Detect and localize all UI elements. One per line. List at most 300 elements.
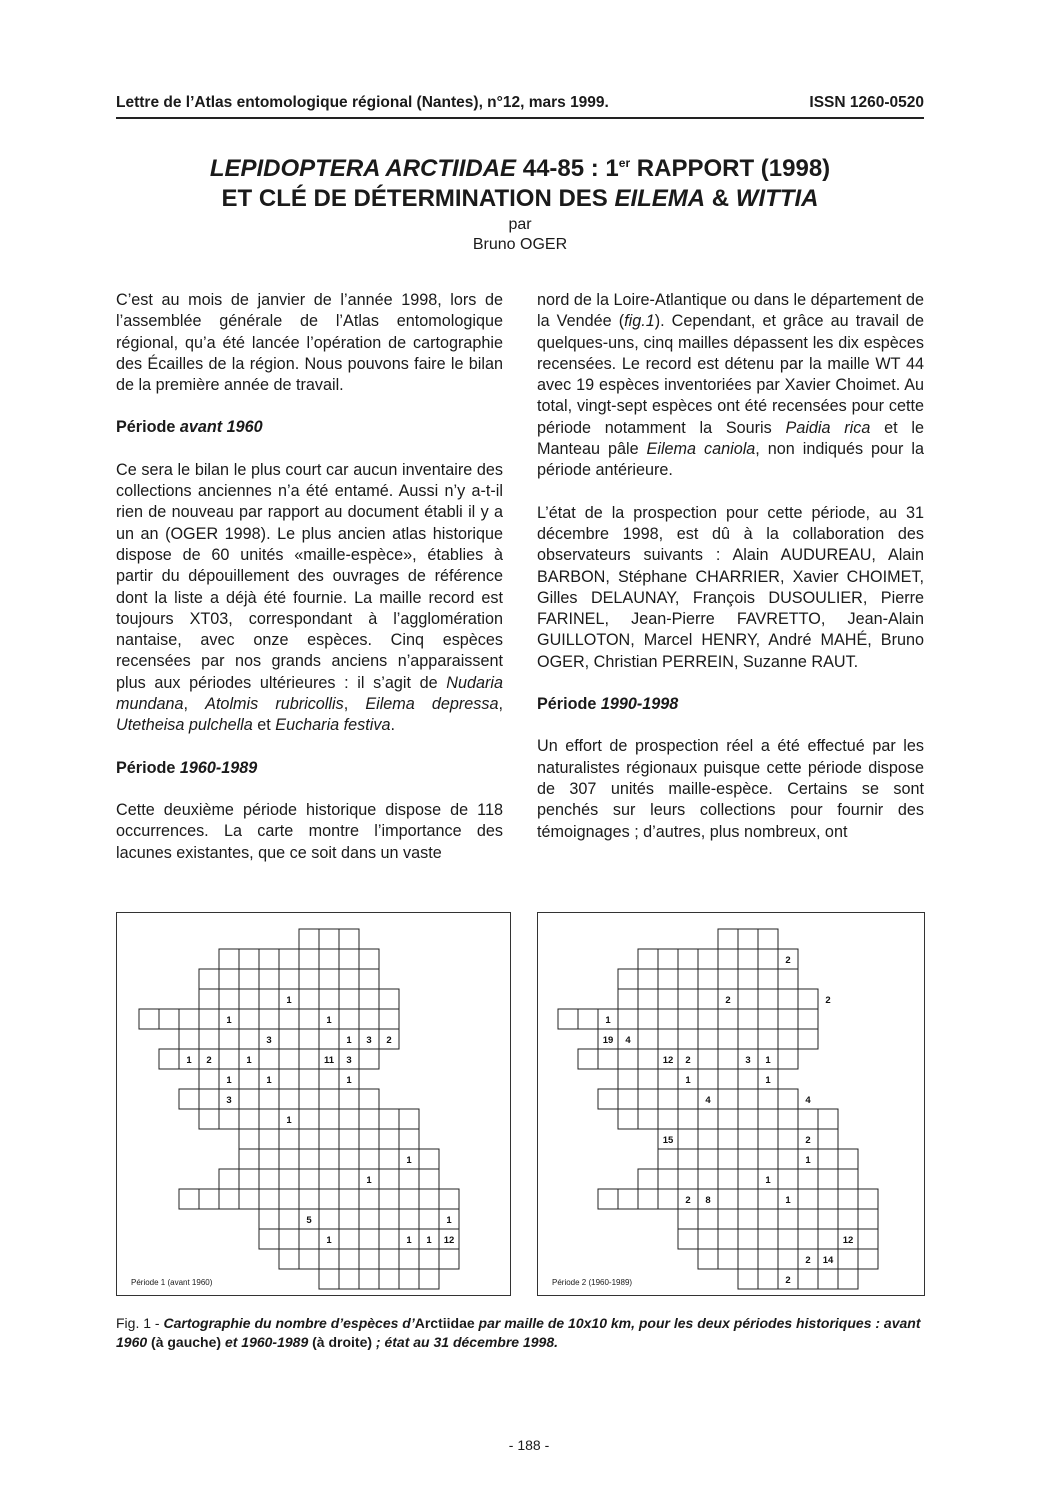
map-cell — [678, 989, 698, 1009]
map-cell — [199, 1089, 219, 1109]
map-cell — [239, 969, 259, 989]
header-rule — [116, 117, 924, 119]
map-cell — [239, 949, 259, 969]
map-cell — [678, 1129, 698, 1149]
map-cell — [319, 1089, 339, 1109]
map-cell — [758, 1229, 778, 1249]
map-cell — [299, 949, 319, 969]
heading-1990-1998 — [537, 694, 924, 715]
cell-count: 12 — [842, 1235, 854, 1246]
cell-count: 1 — [765, 1175, 771, 1186]
map-cell — [359, 1129, 379, 1149]
map-cell — [798, 1169, 818, 1189]
map-cell — [678, 949, 698, 969]
map-cell — [638, 1089, 658, 1109]
map-cell — [718, 969, 738, 989]
map-cell — [678, 1209, 698, 1229]
cell-count: 2 — [785, 1275, 791, 1286]
map-cell — [199, 1189, 219, 1209]
map-period-1 — [116, 912, 511, 1296]
map-cell — [698, 1009, 718, 1029]
author-name: Bruno OGER — [472, 236, 568, 253]
cell-count: 3 — [226, 1095, 232, 1106]
by-line: par — [508, 216, 532, 233]
map-cell — [299, 1189, 319, 1209]
map-cell — [578, 1049, 598, 1069]
map-cell — [738, 1149, 758, 1169]
map-cell — [678, 1149, 698, 1169]
map-cell — [638, 1029, 658, 1049]
map-cell — [698, 1129, 718, 1149]
map-cell — [778, 1089, 798, 1109]
text-span: Ce sera le bilan le plus court car aucun inventaire des collections anciennes n’a été entamé. Aussi n’y a-t-il rien de nouveau par rapport au document établi il y a un an (OGER 1998). Le plus ancien atlas historique dispose de 60 unités «maille-espèce», établies à partir du dépouillement des ouvrages de référence dont la liste a déjà été fournie. La maille record est toujours XT03, correspondant à l’agglomération nantaise, avec onze espèces. Cinq espèces recensées par nos grands anciens n’apparaissent plus aux périodes ultérieures : il s’agit de — [116, 460, 503, 692]
cell-count: 1 — [326, 1235, 332, 1246]
cell-count: 3 — [366, 1035, 372, 1046]
map-cell — [219, 1169, 239, 1189]
map-cell — [379, 1109, 399, 1129]
map-cell — [239, 1149, 259, 1169]
map-cell — [818, 1229, 838, 1249]
map-cell — [319, 989, 339, 1009]
cell-count: 1 — [765, 1075, 771, 1086]
map-cell — [299, 1089, 319, 1109]
map-cell — [638, 969, 658, 989]
figure-ref: fig.1 — [624, 312, 655, 331]
heading-1960-1989 — [116, 758, 503, 779]
map-cell — [838, 1169, 858, 1189]
map-cell — [718, 1109, 738, 1129]
page-number: - 188 - — [508, 1437, 550, 1453]
paragraph-observers: L’état de la prospection pour cette période, au 31 décembre 1998, est dû à la collaboration des observateurs suivants : Alain AUDUREAU, Alain BARBON, Stéphane CHARRIER, Xavier CHOIMET, Gilles DELAUNAY, François DUSOULIER, Pierre FARINEL, Jean-Pierre FAVRETTO, Jean-Alain GUILLOTON, Marcel HENRY, André MAHÉ, Bruno OGER, Christian PERREIN, Suzanne RAUT. — [537, 503, 924, 671]
map-cell — [239, 989, 259, 1009]
map-cell — [678, 1109, 698, 1129]
heading-italic: 1960-1989 — [179, 758, 258, 777]
map-cell — [379, 1249, 399, 1269]
text-span: , — [498, 695, 503, 714]
map-cell — [179, 1089, 199, 1109]
map-cell — [159, 1009, 179, 1029]
map-cell — [778, 1029, 798, 1049]
caption-text: par maille de 10x10 km, pour les deux périodes historiques : avant 1960 — [116, 1315, 921, 1350]
cell-count: 2 — [825, 995, 831, 1006]
cell-count: 11 — [323, 1055, 335, 1066]
map-cell — [299, 1029, 319, 1049]
map-cell — [778, 1149, 798, 1169]
map-cell — [738, 1009, 758, 1029]
figure-caption — [116, 1314, 924, 1352]
grid-map-1 — [117, 913, 510, 1295]
cell-count: 2 — [725, 995, 731, 1006]
map-cell — [419, 1169, 439, 1189]
map-cell — [339, 1209, 359, 1229]
map-cell — [698, 1169, 718, 1189]
map-cell — [199, 969, 219, 989]
map-cell — [638, 1069, 658, 1089]
map-cell — [598, 1049, 618, 1069]
map-cell — [419, 1269, 439, 1289]
map-cell — [718, 1049, 738, 1069]
cell-count: 1 — [446, 1215, 452, 1226]
map-cell — [239, 1189, 259, 1209]
left-column — [116, 290, 503, 885]
map-cell — [738, 1209, 758, 1229]
map-cell — [758, 989, 778, 1009]
cell-count: 1 — [406, 1155, 412, 1166]
map-cell — [219, 1029, 239, 1049]
cell-count: 2 — [785, 955, 791, 966]
map-cell — [738, 1069, 758, 1089]
cell-count: 19 — [602, 1035, 614, 1046]
map-cell — [299, 969, 319, 989]
map-cell — [339, 929, 359, 949]
map-cell — [758, 1109, 778, 1129]
map-cell — [718, 1129, 738, 1149]
map-cell — [239, 1029, 259, 1049]
cell-count: 1 — [286, 1115, 292, 1126]
map-cell — [179, 1029, 199, 1049]
text-span: , non indiqués pour la période antérieure. — [537, 440, 924, 480]
map-cell — [558, 1009, 578, 1029]
map-cell — [359, 1269, 379, 1289]
map-cell — [339, 1009, 359, 1029]
map-cell — [279, 1209, 299, 1229]
map-cell — [758, 1149, 778, 1169]
cell-count: 1 — [326, 1015, 332, 1026]
map-cell — [359, 1189, 379, 1209]
map-cell — [858, 1249, 878, 1269]
map-cell — [618, 1189, 638, 1209]
map-cell — [798, 1229, 818, 1249]
map-cell — [379, 1189, 399, 1209]
map-cell — [858, 1209, 878, 1229]
right-column — [537, 290, 924, 864]
text-span: et le Manteau pâle — [537, 418, 924, 459]
map-cell — [439, 1189, 459, 1209]
map-cell — [379, 1229, 399, 1249]
cell-count: 3 — [745, 1055, 751, 1066]
map-cell — [279, 1129, 299, 1149]
map-cell — [658, 1089, 678, 1109]
map-cell — [319, 1269, 339, 1289]
map-cell — [359, 1089, 379, 1109]
map-cell — [758, 1089, 778, 1109]
map-cell — [319, 1069, 339, 1089]
map-cell — [718, 929, 738, 949]
heading-prefix: Période — [116, 418, 180, 437]
map-cell — [738, 1189, 758, 1209]
map-cell — [618, 1069, 638, 1089]
journal-title: Lettre de l’Atlas entomologique régional (Nantes), n°12, mars 1999. — [116, 94, 609, 111]
map-cell — [658, 1169, 678, 1189]
map-cell — [399, 1169, 419, 1189]
map-cell — [778, 1169, 798, 1189]
cell-count: 2 — [685, 1195, 691, 1206]
map-cell — [359, 969, 379, 989]
map-cell — [259, 969, 279, 989]
map-cell — [359, 1209, 379, 1229]
map-cell — [419, 1209, 439, 1229]
map-cell — [718, 1249, 738, 1269]
map-cell — [738, 969, 758, 989]
species-name: Nudaria mundana — [116, 673, 503, 714]
map-cell — [798, 1029, 818, 1049]
map-cell — [299, 1129, 319, 1149]
caption-right: (à droite) — [312, 1334, 373, 1350]
map-cell — [638, 989, 658, 1009]
map-cell — [299, 1109, 319, 1129]
map-cell — [259, 1089, 279, 1109]
map-cell — [199, 1109, 219, 1129]
map-cell — [818, 1209, 838, 1229]
map-cell — [339, 989, 359, 1009]
cell-count: 1 — [286, 995, 292, 1006]
map-cell — [359, 1009, 379, 1029]
cell-count: 1 — [605, 1015, 611, 1026]
map-cell — [359, 989, 379, 1009]
map-cell — [578, 1009, 598, 1029]
map-cell — [718, 1029, 738, 1049]
map-cell — [359, 1249, 379, 1269]
title-line-1 — [116, 148, 924, 184]
map-cell — [598, 1189, 618, 1209]
map-cell — [259, 1149, 279, 1169]
title-eilema: EILEMA — [614, 185, 706, 212]
map-cell — [279, 969, 299, 989]
map-cell — [359, 1109, 379, 1129]
map-cell — [199, 1009, 219, 1029]
map-cell — [718, 1009, 738, 1029]
paragraph-vendee — [537, 290, 924, 482]
cell-count: 4 — [805, 1095, 811, 1106]
title-wittia: WITTIA — [735, 185, 819, 212]
map-cell — [778, 1049, 798, 1069]
map-cell — [319, 1109, 339, 1129]
caption-left: (à gauche) — [151, 1334, 222, 1350]
map-cell — [678, 1169, 698, 1189]
map-cell — [419, 1249, 439, 1269]
map-cell — [379, 1209, 399, 1229]
map-cell — [259, 989, 279, 1009]
paragraph-before-1960 — [116, 460, 503, 737]
map-cell — [279, 1149, 299, 1169]
map-cell — [718, 1169, 738, 1189]
map-cell — [379, 1129, 399, 1149]
map-cell — [758, 949, 778, 969]
map-cell — [698, 1069, 718, 1089]
map-cell — [279, 1009, 299, 1029]
map-cell — [758, 1029, 778, 1049]
map-cell — [638, 1189, 658, 1209]
map-cell — [259, 1109, 279, 1129]
map-cell — [279, 1089, 299, 1109]
map-cell — [658, 969, 678, 989]
map-cell — [738, 1129, 758, 1149]
map-cell — [778, 1129, 798, 1149]
map-cell — [319, 1189, 339, 1209]
map-cell — [279, 1189, 299, 1209]
map-cell — [758, 1009, 778, 1029]
cell-count: 1 — [226, 1015, 232, 1026]
map-cell — [339, 969, 359, 989]
map-cell — [858, 1229, 878, 1249]
map-cell — [838, 1149, 858, 1169]
map-cell — [339, 1269, 359, 1289]
title-sup: er — [618, 156, 631, 170]
map-cell — [279, 1169, 299, 1189]
map-cell — [678, 1229, 698, 1249]
map-cell — [738, 949, 758, 969]
map-cell — [658, 1189, 678, 1209]
map-cell — [818, 1169, 838, 1189]
cell-count: 5 — [306, 1215, 312, 1226]
map-cell — [658, 989, 678, 1009]
map-cell — [259, 1229, 279, 1249]
species-name: Utetheisa pulchella — [116, 716, 253, 735]
map-cell — [758, 969, 778, 989]
cell-count: 3 — [266, 1035, 272, 1046]
heading-italic: 1990-1998 — [600, 695, 679, 714]
map-cell — [219, 949, 239, 969]
map-cell — [339, 1229, 359, 1249]
map-cell — [758, 1249, 778, 1269]
map-cell — [299, 1009, 319, 1029]
title-line2-start: ET CLÉ DE DÉTERMINATION DES — [221, 185, 615, 212]
map-cell — [279, 1049, 299, 1069]
map-cell — [179, 1009, 199, 1029]
map-cell — [758, 1189, 778, 1209]
map-cell — [339, 1129, 359, 1149]
map-cell — [359, 1229, 379, 1249]
map-cell — [219, 1189, 239, 1209]
map-cell — [379, 989, 399, 1009]
text-span: ). Cependant, et grâce au travail de quelques-uns, cinq mailles dépassent les dix espèces recensées. Le record est détenu par la maille WT 44 avec 19 espèces inventoriées par Xavier Choimet. Au total, vingt-sept espèces ont été recensées pour cette période notamment la Souris — [537, 312, 925, 437]
map-cell — [299, 1229, 319, 1249]
text-span: , — [343, 695, 366, 714]
map-cell — [179, 1189, 199, 1209]
map-cell — [239, 1069, 259, 1089]
map-cell — [259, 1209, 279, 1229]
cell-count: 1 — [346, 1075, 352, 1086]
map-cell — [239, 1089, 259, 1109]
map-cell — [319, 929, 339, 949]
map-cell — [199, 1069, 219, 1089]
map-cell — [379, 1149, 399, 1169]
caption-text: Cartographie du nombre d’espèces d’ — [163, 1315, 415, 1331]
map-cell — [818, 1129, 838, 1149]
map-cell — [299, 1149, 319, 1169]
map-cell — [618, 989, 638, 1009]
map-cell — [219, 989, 239, 1009]
map-cell — [838, 1189, 858, 1209]
cell-count: 2 — [685, 1055, 691, 1066]
map-cell — [618, 1009, 638, 1029]
map-cell — [698, 1109, 718, 1129]
map-cell — [299, 1049, 319, 1069]
map-cell — [319, 949, 339, 969]
map-cell — [798, 1009, 818, 1029]
map-cell — [279, 949, 299, 969]
map-cell — [798, 1109, 818, 1129]
map-cell — [658, 1009, 678, 1029]
map-cell — [279, 1249, 299, 1269]
map-cell — [658, 949, 678, 969]
cell-count: 1 — [266, 1075, 272, 1086]
map-cell — [199, 1029, 219, 1049]
map-cell — [778, 1009, 798, 1029]
map-cell — [698, 1049, 718, 1069]
text-span: et — [252, 716, 276, 735]
map-cell — [718, 1229, 738, 1249]
heading-italic: avant 1960 — [179, 418, 263, 437]
title-number: 44-85 : 1 — [516, 155, 619, 182]
map-cell — [339, 949, 359, 969]
map-cell — [339, 1109, 359, 1129]
map-cell — [778, 1209, 798, 1229]
map-cell — [299, 1249, 319, 1269]
map-cell — [379, 1269, 399, 1289]
map-cell — [718, 1189, 738, 1209]
map-cell — [259, 1049, 279, 1069]
map-cell — [838, 1209, 858, 1229]
map-cell — [339, 1169, 359, 1189]
map-cell — [738, 1269, 758, 1289]
heading-prefix: Période — [537, 695, 601, 714]
caption-family: Arctiidae — [414, 1315, 475, 1331]
map-cell — [219, 1049, 239, 1069]
map-cell — [319, 1129, 339, 1149]
map-cell — [618, 1049, 638, 1069]
cell-count: 2 — [386, 1035, 392, 1046]
map-cell — [698, 989, 718, 1009]
map-cell — [279, 1029, 299, 1049]
cell-count: 1 — [246, 1055, 252, 1066]
title-line-2 — [116, 184, 924, 214]
grid-map-2 — [538, 913, 924, 1295]
map-cell — [658, 1149, 678, 1169]
cell-count: 1 — [406, 1235, 412, 1246]
map-1-label: Période 1 (avant 1960) — [131, 1278, 213, 1287]
map-cell — [678, 969, 698, 989]
text-span: , — [183, 695, 206, 714]
map-cell — [798, 1189, 818, 1209]
map-cell — [698, 1229, 718, 1249]
map-cell — [299, 1069, 319, 1089]
map-cell — [618, 1089, 638, 1109]
map-cell — [399, 1129, 419, 1149]
cell-count: 3 — [346, 1055, 352, 1066]
cell-count: 1 — [186, 1055, 192, 1066]
cell-count: 8 — [705, 1195, 711, 1206]
map-cell — [399, 1209, 419, 1229]
map-cell — [359, 1149, 379, 1169]
map-cell — [758, 1209, 778, 1229]
map-cell — [439, 1249, 459, 1269]
map-cell — [259, 1189, 279, 1209]
caption-fig: Fig. 1 - — [116, 1315, 164, 1331]
map-cell — [279, 1229, 299, 1249]
paragraph-1960-1989: Cette deuxième période historique dispose de 118 occurrences. La carte montre l’importance des lacunes existantes, que ce soit dans un vaste — [116, 800, 503, 862]
map-2-label: Période 2 (1960-1989) — [552, 1278, 633, 1287]
map-cell — [738, 1089, 758, 1109]
map-cell — [698, 1029, 718, 1049]
map-cell — [818, 1149, 838, 1169]
map-cell — [239, 1169, 259, 1189]
heading-before-1960 — [116, 417, 503, 438]
species-name: Eilema depressa — [365, 695, 499, 714]
map-cell — [818, 1109, 838, 1129]
map-cell — [738, 989, 758, 1009]
running-header — [116, 94, 924, 112]
